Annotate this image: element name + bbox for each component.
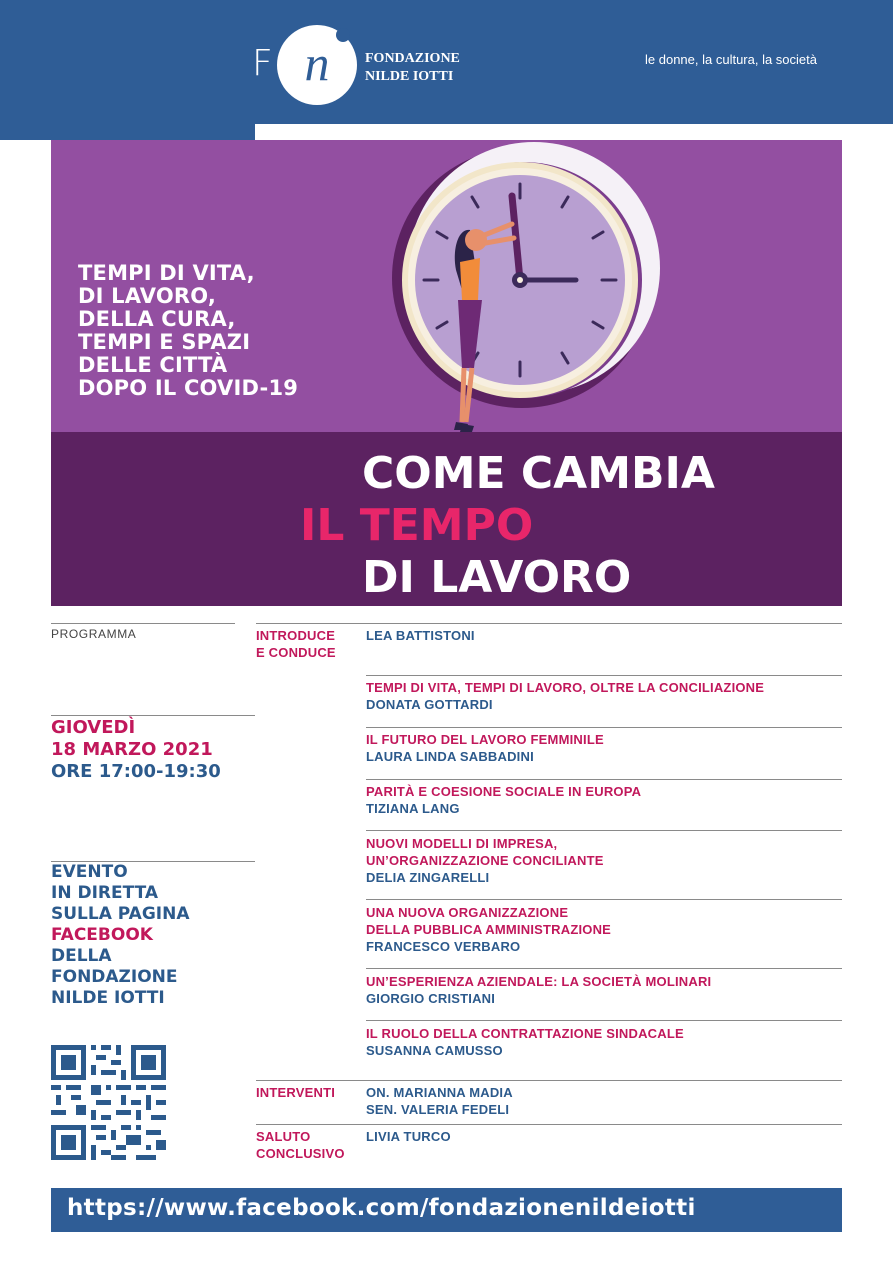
event-day: GIOVEDÌ <box>51 717 136 738</box>
divider <box>256 623 842 624</box>
divider <box>366 779 842 780</box>
hero-subtitle-line: DELLE CITTÀ <box>78 353 228 377</box>
hero-title-line2: IL TEMPO <box>300 500 534 551</box>
divider <box>256 1080 842 1081</box>
clock-woman-icon <box>362 140 662 444</box>
org-name-line1: FONDAZIONE <box>365 51 460 66</box>
tagline: le donne, la cultura, la società <box>645 52 817 67</box>
divider <box>51 715 255 716</box>
hero-subtitle <box>78 262 298 400</box>
logo-icon <box>277 25 357 105</box>
event-time: ORE 17:00-19:30 <box>51 761 221 782</box>
hero-subtitle-line: TEMPI DI VITA, <box>78 261 255 285</box>
speaker-interventi-1: ON. MARIANNA MADIA <box>366 1085 513 1100</box>
header-band-step <box>0 124 255 140</box>
divider <box>256 1124 842 1125</box>
event-line: SULLA PAGINA <box>51 904 190 924</box>
event-line: EVENTO <box>51 862 128 882</box>
hero-subtitle-line: DI LAVORO, <box>78 284 217 308</box>
hero-subtitle-line: DOPO IL COVID-19 <box>78 376 299 400</box>
org-name-line2: NILDE IOTTI <box>365 69 454 84</box>
divider <box>366 1020 842 1021</box>
talk-speaker: GIORGIO CRISTIANI <box>366 991 496 1006</box>
talk-title: IL RUOLO DELLA CONTRATTAZIONE SINDACALE <box>366 1026 684 1041</box>
talk-speaker: DONATA GOTTARDI <box>366 697 493 712</box>
program-label: PROGRAMMA <box>51 627 137 641</box>
qr-code-icon[interactable] <box>51 1045 166 1160</box>
talk-speaker: FRANCESCO VERBARO <box>366 939 521 954</box>
talk-title: TEMPI DI VITA, TEMPI DI LAVORO, OLTRE LA CONCILIAZIONE <box>366 680 765 695</box>
event-date-full: 18 MARZO 2021 <box>51 739 213 760</box>
event-line: FONDAZIONE <box>51 967 178 987</box>
talk-speaker: TIZIANA LANG <box>366 801 460 816</box>
speaker-intro: LEA BATTISTONI <box>366 628 475 643</box>
talk-title: UNA NUOVA ORGANIZZAZIONE <box>366 905 569 920</box>
divider <box>366 899 842 900</box>
talk-title-line2: DELLA PUBBLICA AMMINISTRAZIONE <box>366 922 612 937</box>
role-line: E CONDUCE <box>256 645 336 660</box>
talk-title-line2: UN’ORGANIZZAZIONE CONCILIANTE <box>366 853 604 868</box>
logo-letter-n: n <box>304 35 330 91</box>
hero-subtitle-line: TEMPI E SPAZI <box>78 330 251 354</box>
event-date <box>51 717 221 783</box>
role-line: CONCLUSIVO <box>256 1146 345 1161</box>
divider <box>366 968 842 969</box>
role-interventi: INTERVENTI <box>256 1085 336 1100</box>
talk-title: PARITÀ E COESIONE SOCIALE IN EUROPA <box>366 784 642 799</box>
event-line: NILDE IOTTI <box>51 988 165 1008</box>
hero-subtitle-line: DELLA CURA, <box>78 307 236 331</box>
role-line: SALUTO <box>256 1129 311 1144</box>
role-line: INTRODUCE <box>256 628 336 643</box>
speaker-interventi-2: SEN. VALERIA FEDELI <box>366 1102 510 1117</box>
logo-letter-f: F <box>252 43 273 84</box>
role-introduce <box>256 627 336 661</box>
facebook-url-link[interactable]: https://www.facebook.com/fondazionenildeiotti <box>67 1195 696 1221</box>
divider <box>366 675 842 676</box>
divider <box>366 830 842 831</box>
talk-title: NUOVI MODELLI DI IMPRESA, <box>366 836 558 851</box>
divider <box>51 623 235 624</box>
talk-speaker: DELIA ZINGARELLI <box>366 870 490 885</box>
speaker-closing: LIVIA TURCO <box>366 1129 451 1144</box>
talk-speaker: LAURA LINDA SABBADINI <box>366 749 534 764</box>
org-name <box>365 50 460 86</box>
event-line: DELLA <box>51 946 112 966</box>
event-live-info <box>51 862 190 1009</box>
event-line-facebook: FACEBOOK <box>51 925 153 945</box>
talk-speaker: SUSANNA CAMUSSO <box>366 1043 503 1058</box>
hero-title-line3: DI LAVORO <box>362 552 632 603</box>
divider <box>366 727 842 728</box>
role-closing <box>256 1128 345 1162</box>
talk-title: UN’ESPERIENZA AZIENDALE: LA SOCIETÀ MOLINARI <box>366 974 712 989</box>
hero-title <box>300 448 840 604</box>
talk-title: IL FUTURO DEL LAVORO FEMMINILE <box>366 732 604 747</box>
hero-title-line1: COME CAMBIA <box>362 448 715 499</box>
event-line: IN DIRETTA <box>51 883 159 903</box>
